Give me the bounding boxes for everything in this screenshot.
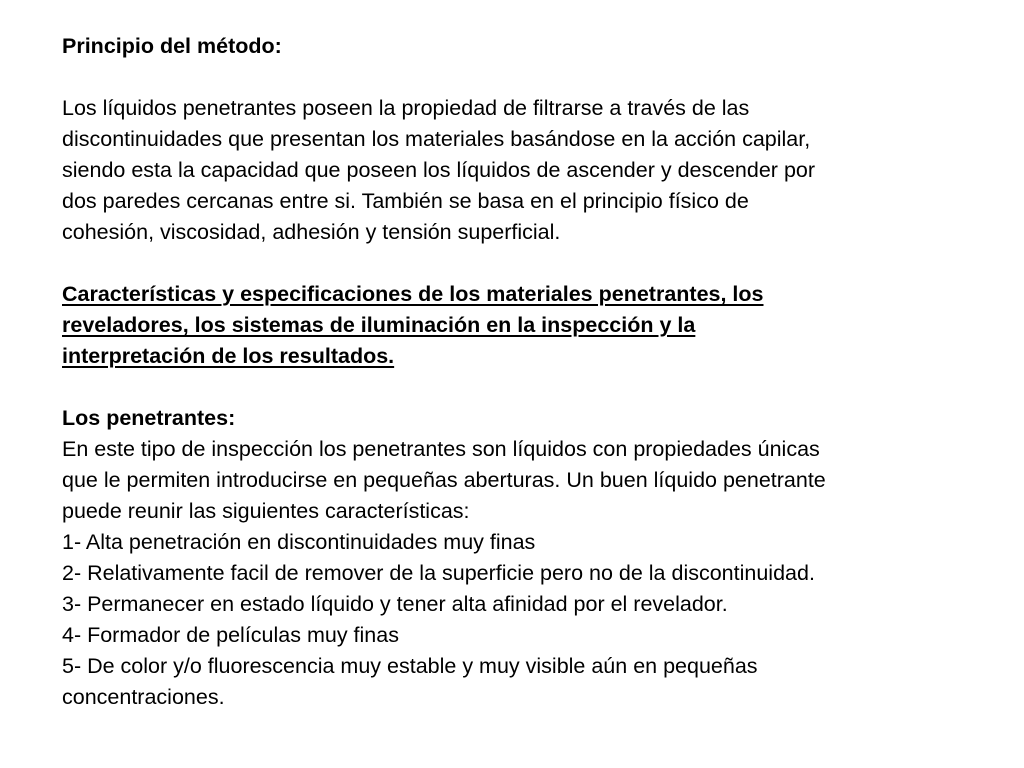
principio-paragraph <box>62 93 982 248</box>
penetrantes-paragraph <box>62 434 982 713</box>
list-item: 1- Alta penetración en discontinuidades muy finas <box>62 530 536 554</box>
paragraph-line: que le permiten introducirse en pequeñas aberturas. Un buen líquido penetrante <box>62 468 826 492</box>
caracteristicas-heading <box>62 279 982 372</box>
heading-line: reveladores, los sistemas de iluminación en la inspección y la <box>62 313 696 337</box>
list-item: 3- Permanecer en estado líquido y tener alta afinidad por el revelador. <box>62 592 728 616</box>
list-item: 4- Formador de películas muy finas <box>62 623 399 647</box>
heading-line: interpretación de los resultados. <box>62 344 395 368</box>
section-heading-principio: Principio del método: <box>62 34 282 58</box>
paragraph-line: dos paredes cercanas entre si. También se basa en el principio físico de <box>62 189 749 213</box>
paragraph-line: puede reunir las siguientes características: <box>62 499 470 523</box>
spacer <box>62 248 982 279</box>
list-item: concentraciones. <box>62 685 225 709</box>
paragraph-line: discontinuidades que presentan los materiales basándose en la acción capilar, <box>62 127 811 151</box>
paragraph-line: cohesión, viscosidad, adhesión y tensión superficial. <box>62 220 561 244</box>
paragraph-line: siendo esta la capacidad que poseen los líquidos de ascender y descender por <box>62 158 816 182</box>
section-heading-penetrantes: Los penetrantes: <box>62 406 236 430</box>
list-item: 5- De color y/o fluorescencia muy estable y muy visible aún en pequeñas <box>62 654 758 678</box>
paragraph-line: Los líquidos penetrantes poseen la propiedad de filtrarse a través de las <box>62 96 750 120</box>
spacer <box>62 62 982 93</box>
paragraph-line: En este tipo de inspección los penetrantes son líquidos con propiedades únicas <box>62 437 820 461</box>
heading-line: Características y especificaciones de los materiales penetrantes, los <box>62 282 764 306</box>
slide-content <box>62 31 982 713</box>
spacer <box>62 372 982 403</box>
list-item: 2- Relativamente facil de remover de la superficie pero no de la discontinuidad. <box>62 561 815 585</box>
